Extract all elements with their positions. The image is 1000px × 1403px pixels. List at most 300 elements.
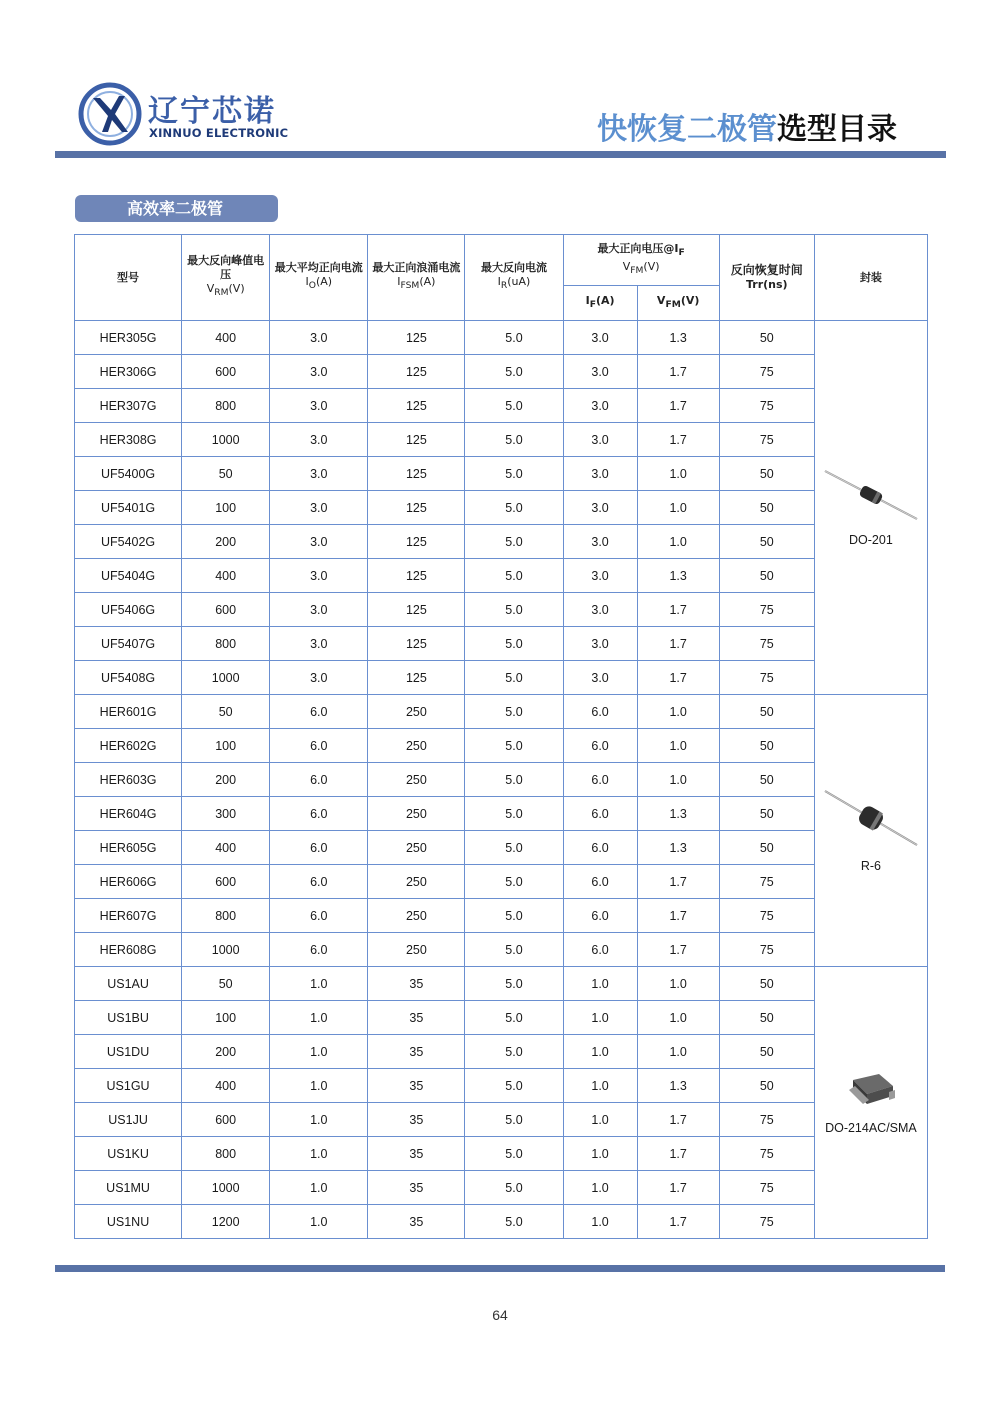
header-ifsm-title: 最大正向浪涌电流: [372, 261, 461, 275]
cell-model: UF5401G: [75, 491, 182, 525]
header-vf-title-sub: F: [678, 247, 685, 258]
cell-vf-vfm: 1.0: [637, 1001, 719, 1035]
cell-ifsm: 250: [368, 695, 465, 729]
cell-trr: 50: [719, 525, 814, 559]
header-vrm-sub: RM: [214, 287, 229, 299]
cell-vf-if: 3.0: [563, 423, 637, 457]
cell-vrm: 50: [182, 457, 270, 491]
header-vf-if: [563, 286, 637, 321]
cell-vf-vfm: 1.7: [637, 1171, 719, 1205]
cell-io: 3.0: [270, 457, 368, 491]
cell-vrm: 600: [182, 1103, 270, 1137]
cell-ir: 5.0: [465, 559, 563, 593]
cell-model: HER602G: [75, 729, 182, 763]
cell-ifsm: 125: [368, 661, 465, 695]
cell-ir: 5.0: [465, 321, 563, 355]
cell-trr: 50: [719, 729, 814, 763]
cell-model: UF5408G: [75, 661, 182, 695]
header-vf-vfm-sym: V: [656, 293, 666, 307]
cell-trr: 50: [719, 457, 814, 491]
cell-trr: 75: [719, 1171, 814, 1205]
cell-vf-if: 3.0: [563, 661, 637, 695]
cell-vf-if: 3.0: [563, 627, 637, 661]
cell-io: 3.0: [270, 525, 368, 559]
header-vrm-sym: V: [206, 282, 215, 296]
cell-trr: 50: [719, 831, 814, 865]
cell-vf-vfm: 1.7: [637, 899, 719, 933]
cell-io: 1.0: [270, 1035, 368, 1069]
header-ifsm-sub: FSM: [400, 280, 420, 292]
axial-diode-do201-icon: [815, 468, 927, 525]
cell-vf-vfm: 1.7: [637, 593, 719, 627]
cell-trr: 75: [719, 593, 814, 627]
cell-vf-if: 6.0: [563, 865, 637, 899]
cell-ifsm: 35: [368, 1001, 465, 1035]
cell-ir: 5.0: [465, 1205, 563, 1239]
header-vrm: [182, 235, 270, 321]
cell-io: 3.0: [270, 423, 368, 457]
cell-vrm: 600: [182, 865, 270, 899]
cell-io: 6.0: [270, 933, 368, 967]
cell-model: UF5400G: [75, 457, 182, 491]
package-cell: [814, 695, 927, 967]
header-divider-bar: [55, 151, 946, 158]
header-io-sub: O: [308, 280, 316, 292]
cell-vrm: 600: [182, 593, 270, 627]
cell-vrm: 800: [182, 899, 270, 933]
cell-io: 1.0: [270, 1137, 368, 1171]
cell-vrm: 400: [182, 1069, 270, 1103]
header-ifsm-symbol: [368, 275, 464, 293]
cell-vf-vfm: 1.0: [637, 967, 719, 1001]
cell-vrm: 200: [182, 763, 270, 797]
package-cell: [814, 321, 927, 695]
cell-trr: 75: [719, 1205, 814, 1239]
table-row: [75, 865, 928, 899]
header-ir: [465, 235, 563, 321]
cell-ir: 5.0: [465, 525, 563, 559]
cell-ifsm: 125: [368, 627, 465, 661]
cell-vf-vfm: 1.7: [637, 933, 719, 967]
package-name: DO-214AC/SMA: [825, 1121, 917, 1135]
cell-ir: 5.0: [465, 491, 563, 525]
cell-vf-vfm: 1.3: [637, 321, 719, 355]
header-vrm-title: 最大反向峰值电压: [187, 254, 265, 282]
cell-ir: 5.0: [465, 1103, 563, 1137]
table-row: [75, 559, 928, 593]
cell-model: US1BU: [75, 1001, 182, 1035]
header-vf-vfm: [637, 286, 719, 321]
cell-model: US1KU: [75, 1137, 182, 1171]
cell-model: HER305G: [75, 321, 182, 355]
header-vf-sym: V: [622, 260, 631, 273]
cell-vf-if: 3.0: [563, 355, 637, 389]
cell-vrm: 50: [182, 967, 270, 1001]
package-name: R-6: [860, 859, 881, 873]
cell-vrm: 200: [182, 525, 270, 559]
page-title-part-a: 快恢复二极管: [597, 112, 777, 147]
cell-ifsm: 250: [368, 933, 465, 967]
header-ifsm: [368, 235, 465, 321]
cell-io: 6.0: [270, 729, 368, 763]
cell-vrm: 100: [182, 1001, 270, 1035]
cell-ifsm: 125: [368, 389, 465, 423]
page-title: [597, 104, 897, 148]
header-vf-unit: (V): [643, 260, 660, 273]
cell-ifsm: 125: [368, 559, 465, 593]
cell-vf-if: 1.0: [563, 1103, 637, 1137]
cell-io: 3.0: [270, 491, 368, 525]
cell-ifsm: 35: [368, 967, 465, 1001]
header-io: [270, 235, 368, 321]
cell-vrm: 400: [182, 321, 270, 355]
cell-model: HER604G: [75, 797, 182, 831]
header-vf-symbol: [564, 260, 719, 278]
cell-io: 6.0: [270, 695, 368, 729]
cell-ir: 5.0: [465, 661, 563, 695]
cell-ir: 5.0: [465, 1001, 563, 1035]
cell-ifsm: 125: [368, 525, 465, 559]
header-io-sym: I: [305, 275, 309, 289]
cell-vf-if: 1.0: [563, 967, 637, 1001]
cell-model: HER607G: [75, 899, 182, 933]
cell-ir: 5.0: [465, 1171, 563, 1205]
cell-vf-if: 1.0: [563, 1137, 637, 1171]
cell-trr: 75: [719, 661, 814, 695]
cell-vf-if: 3.0: [563, 491, 637, 525]
table-row: [75, 1171, 928, 1205]
cell-vrm: 800: [182, 627, 270, 661]
cell-trr: 75: [719, 423, 814, 457]
cell-io: 1.0: [270, 1205, 368, 1239]
cell-io: 6.0: [270, 899, 368, 933]
header-vrm-symbol: [182, 282, 269, 300]
cell-ir: 5.0: [465, 933, 563, 967]
cell-trr: 50: [719, 1069, 814, 1103]
table-row: [75, 695, 928, 729]
header-vf-if-sub: F: [589, 299, 596, 311]
cell-vf-vfm: 1.7: [637, 1103, 719, 1137]
cell-vf-vfm: 1.7: [637, 627, 719, 661]
cell-model: HER605G: [75, 831, 182, 865]
header-ir-sym: I: [497, 275, 501, 289]
package-cell: [814, 967, 927, 1239]
cell-vrm: 100: [182, 729, 270, 763]
cell-vf-vfm: 1.7: [637, 389, 719, 423]
cell-io: 6.0: [270, 865, 368, 899]
cell-model: HER606G: [75, 865, 182, 899]
header-io-unit: (A): [315, 275, 333, 289]
cell-ifsm: 35: [368, 1171, 465, 1205]
table-row: [75, 933, 928, 967]
cell-model: US1GU: [75, 1069, 182, 1103]
cell-vf-if: 1.0: [563, 1035, 637, 1069]
cell-vf-if: 6.0: [563, 933, 637, 967]
cell-vrm: 1000: [182, 661, 270, 695]
cell-vrm: 1000: [182, 933, 270, 967]
cell-trr: 75: [719, 865, 814, 899]
cell-vf-vfm: 1.3: [637, 797, 719, 831]
table-row: [75, 1069, 928, 1103]
cell-vrm: 200: [182, 1035, 270, 1069]
header-ir-symbol: [465, 275, 562, 293]
cell-model: US1AU: [75, 967, 182, 1001]
header-vf-vfm-unit: (V): [680, 293, 700, 307]
cell-ir: 5.0: [465, 1069, 563, 1103]
page-number: 64: [492, 1307, 508, 1323]
table-row: [75, 899, 928, 933]
cell-ir: 5.0: [465, 797, 563, 831]
cell-ifsm: 250: [368, 899, 465, 933]
cell-ir: 5.0: [465, 967, 563, 1001]
table-row: [75, 729, 928, 763]
cell-vrm: 800: [182, 1137, 270, 1171]
brand-logo: [78, 82, 289, 148]
cell-ir: 5.0: [465, 1137, 563, 1171]
cell-io: 3.0: [270, 627, 368, 661]
table-row: [75, 1205, 928, 1239]
cell-ifsm: 250: [368, 729, 465, 763]
table-row: [75, 423, 928, 457]
header-io-symbol: [270, 275, 367, 293]
header-trr-title: 反向恢复时间: [730, 263, 803, 277]
cell-vf-if: 1.0: [563, 1069, 637, 1103]
cell-vf-if: 6.0: [563, 729, 637, 763]
cell-io: 1.0: [270, 1171, 368, 1205]
cell-trr: 75: [719, 389, 814, 423]
cell-trr: 75: [719, 355, 814, 389]
cell-ifsm: 125: [368, 491, 465, 525]
table-row: [75, 967, 928, 1001]
cell-model: HER603G: [75, 763, 182, 797]
cell-model: US1MU: [75, 1171, 182, 1205]
header-trr: [719, 235, 814, 321]
header-ir-sub: R: [500, 280, 508, 292]
header-vf: [563, 235, 719, 286]
cell-vf-vfm: 1.7: [637, 865, 719, 899]
header-package: 封装: [814, 235, 927, 321]
table-row: [75, 1137, 928, 1171]
cell-vf-if: 6.0: [563, 899, 637, 933]
cell-model: UF5404G: [75, 559, 182, 593]
table-row: [75, 763, 928, 797]
cell-model: HER601G: [75, 695, 182, 729]
smd-diode-sma-icon: [815, 1070, 927, 1113]
header-vf-if-unit: (A): [595, 293, 615, 307]
cell-ifsm: 125: [368, 355, 465, 389]
cell-vf-if: 3.0: [563, 321, 637, 355]
table-row: [75, 831, 928, 865]
section-tab: 高效率二极管: [75, 195, 278, 222]
cell-vf-vfm: 1.0: [637, 525, 719, 559]
cell-vf-vfm: 1.0: [637, 457, 719, 491]
cell-io: 1.0: [270, 1001, 368, 1035]
cell-vf-vfm: 1.7: [637, 661, 719, 695]
table-row: [75, 593, 928, 627]
table-row: [75, 1001, 928, 1035]
cell-ifsm: 35: [368, 1103, 465, 1137]
cell-ir: 5.0: [465, 1035, 563, 1069]
cell-trr: 75: [719, 933, 814, 967]
cell-trr: 50: [719, 695, 814, 729]
cell-vrm: 300: [182, 797, 270, 831]
cell-vf-vfm: 1.3: [637, 1069, 719, 1103]
table-row: [75, 491, 928, 525]
table-row: [75, 627, 928, 661]
cell-trr: 75: [719, 1137, 814, 1171]
cell-trr: 50: [719, 1035, 814, 1069]
cell-vf-if: 1.0: [563, 1171, 637, 1205]
cell-ir: 5.0: [465, 457, 563, 491]
cell-vrm: 100: [182, 491, 270, 525]
cell-ifsm: 250: [368, 865, 465, 899]
cell-ir: 5.0: [465, 355, 563, 389]
cell-model: HER608G: [75, 933, 182, 967]
header-vf-if-sym: I: [585, 293, 590, 307]
cell-model: US1NU: [75, 1205, 182, 1239]
cell-trr: 50: [719, 559, 814, 593]
cell-model: UF5402G: [75, 525, 182, 559]
cell-io: 3.0: [270, 559, 368, 593]
cell-vf-vfm: 1.7: [637, 1137, 719, 1171]
cell-io: 3.0: [270, 389, 368, 423]
package-name: DO-201: [849, 533, 893, 547]
header-ir-unit: (uA): [507, 275, 531, 289]
cell-vf-vfm: 1.0: [637, 729, 719, 763]
cell-io: 3.0: [270, 321, 368, 355]
spec-table-body: [75, 321, 928, 1239]
header-trr-unit: Trr(ns): [745, 278, 788, 291]
cell-model: HER308G: [75, 423, 182, 457]
cell-ifsm: 35: [368, 1205, 465, 1239]
cell-ir: 5.0: [465, 423, 563, 457]
table-row: [75, 1103, 928, 1137]
cell-vf-vfm: 1.7: [637, 355, 719, 389]
cell-vf-vfm: 1.0: [637, 1035, 719, 1069]
header-ifsm-sym: I: [397, 275, 401, 289]
cell-ir: 5.0: [465, 627, 563, 661]
table-row: [75, 389, 928, 423]
spec-table: [74, 234, 928, 1239]
cell-ifsm: 250: [368, 763, 465, 797]
cell-ifsm: 250: [368, 797, 465, 831]
cell-vf-if: 6.0: [563, 797, 637, 831]
cell-vf-if: 1.0: [563, 1205, 637, 1239]
brand-name-cn: 辽宁芯诺: [148, 94, 276, 129]
cell-trr: 75: [719, 627, 814, 661]
cell-ir: 5.0: [465, 831, 563, 865]
table-row: [75, 661, 928, 695]
cell-trr: 75: [719, 899, 814, 933]
cell-vf-if: 3.0: [563, 559, 637, 593]
cell-vrm: 50: [182, 695, 270, 729]
brand-name-en: XINNUO ELECTRONIC: [149, 126, 289, 140]
cell-ifsm: 35: [368, 1137, 465, 1171]
cell-ifsm: 35: [368, 1069, 465, 1103]
cell-io: 3.0: [270, 593, 368, 627]
cell-ir: 5.0: [465, 593, 563, 627]
header-vf-vfm-sub: FM: [665, 299, 681, 311]
cell-model: US1JU: [75, 1103, 182, 1137]
cell-io: 1.0: [270, 1103, 368, 1137]
cell-ir: 5.0: [465, 899, 563, 933]
footer-divider-bar: [55, 1265, 945, 1272]
table-row: [75, 525, 928, 559]
cell-vf-if: 6.0: [563, 763, 637, 797]
cell-vf-vfm: 1.0: [637, 695, 719, 729]
cell-ifsm: 35: [368, 1035, 465, 1069]
table-row: [75, 355, 928, 389]
table-row: [75, 797, 928, 831]
cell-model: HER307G: [75, 389, 182, 423]
cell-io: 1.0: [270, 1069, 368, 1103]
table-row: [75, 1035, 928, 1069]
header-vf-title-text: 最大正向电压@I: [597, 241, 679, 255]
cell-io: 6.0: [270, 797, 368, 831]
cell-io: 3.0: [270, 355, 368, 389]
cell-vf-if: 3.0: [563, 525, 637, 559]
cell-trr: 50: [719, 491, 814, 525]
cell-trr: 50: [719, 321, 814, 355]
cell-io: 6.0: [270, 831, 368, 865]
cell-vf-vfm: 1.7: [637, 423, 719, 457]
cell-io: 6.0: [270, 763, 368, 797]
cell-vrm: 1000: [182, 423, 270, 457]
cell-trr: 50: [719, 763, 814, 797]
cell-model: HER306G: [75, 355, 182, 389]
cell-ifsm: 250: [368, 831, 465, 865]
cell-ir: 5.0: [465, 865, 563, 899]
page-title-part-b: 选型目录: [777, 112, 897, 147]
header-ifsm-unit: (A): [419, 275, 436, 289]
cell-trr: 50: [719, 1001, 814, 1035]
cell-vf-vfm: 1.0: [637, 491, 719, 525]
cell-model: UF5407G: [75, 627, 182, 661]
cell-ifsm: 125: [368, 457, 465, 491]
cell-ifsm: 125: [368, 321, 465, 355]
cell-vf-vfm: 1.0: [637, 763, 719, 797]
cell-model: UF5406G: [75, 593, 182, 627]
cell-vf-if: 6.0: [563, 695, 637, 729]
cell-io: 1.0: [270, 967, 368, 1001]
cell-ir: 5.0: [465, 729, 563, 763]
axial-diode-r6-icon: [815, 788, 927, 851]
table-row: [75, 321, 928, 355]
cell-vrm: 600: [182, 355, 270, 389]
cell-ir: 5.0: [465, 389, 563, 423]
header-model: 型号: [75, 235, 182, 321]
cell-vf-vfm: 1.3: [637, 559, 719, 593]
cell-ir: 5.0: [465, 695, 563, 729]
header-vf-sub: FM: [630, 265, 644, 277]
cell-vf-if: 1.0: [563, 1001, 637, 1035]
cell-vf-if: 6.0: [563, 831, 637, 865]
cell-trr: 75: [719, 1103, 814, 1137]
cell-trr: 50: [719, 967, 814, 1001]
header-vf-title: [597, 241, 685, 258]
header-vrm-unit: (V): [228, 282, 245, 296]
table-row: [75, 457, 928, 491]
cell-vrm: 1200: [182, 1205, 270, 1239]
cell-model: US1DU: [75, 1035, 182, 1069]
header-io-title: 最大平均正向电流: [274, 261, 363, 275]
cell-vf-if: 3.0: [563, 593, 637, 627]
cell-vrm: 400: [182, 831, 270, 865]
cell-vf-vfm: 1.3: [637, 831, 719, 865]
header-ir-title: 最大反向电流: [480, 261, 547, 275]
cell-ifsm: 125: [368, 423, 465, 457]
cell-io: 3.0: [270, 661, 368, 695]
